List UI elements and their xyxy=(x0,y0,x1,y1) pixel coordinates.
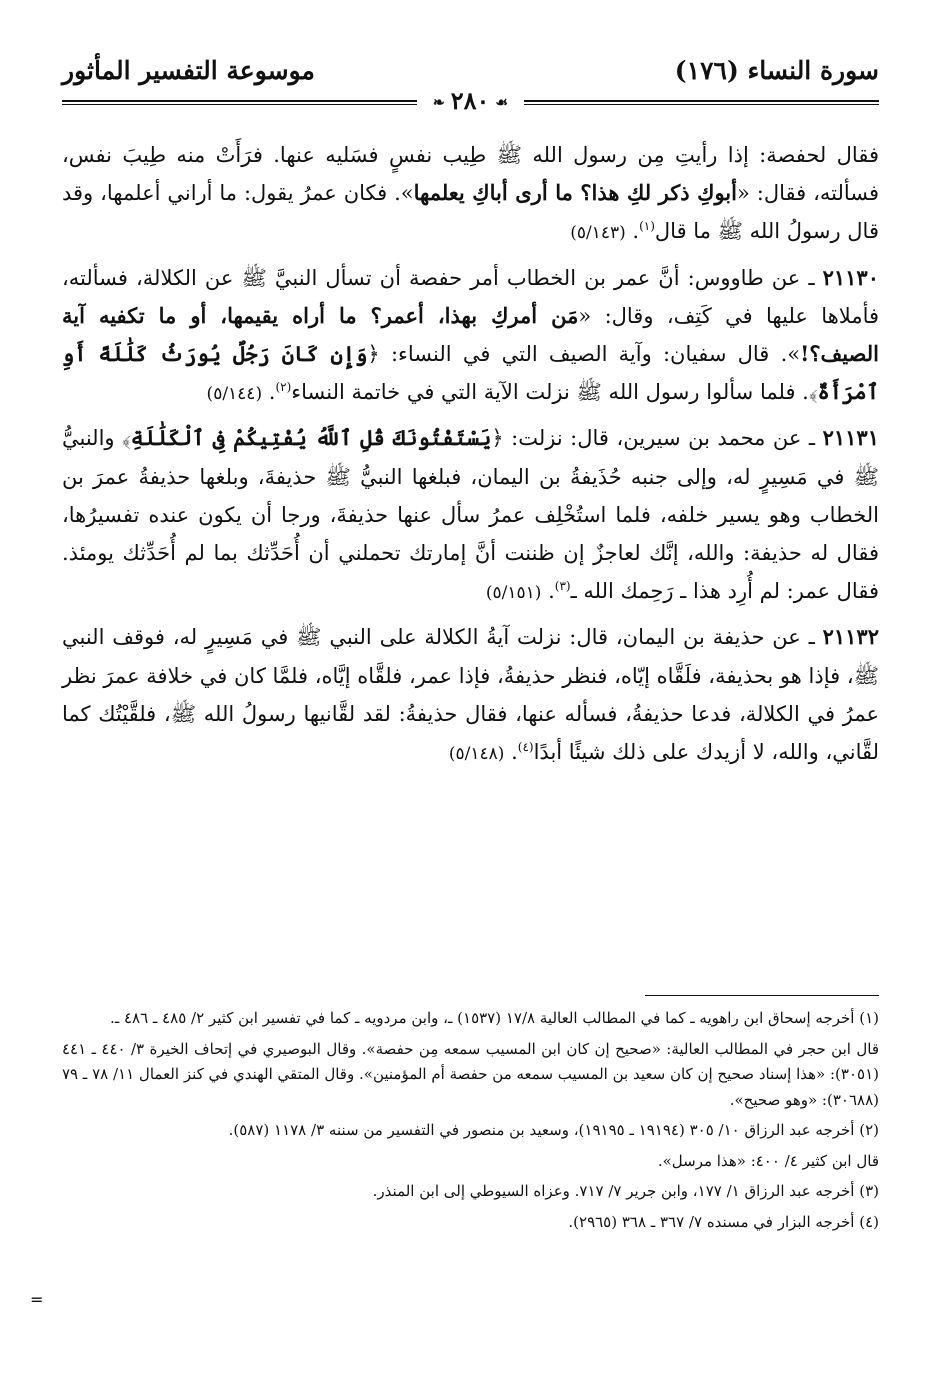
footnote-1-grading: قال ابن حجر في المطالب العالية: «صحيح إن كان ابن المسيب سمعه مِن حفصة». وقال البوصيري في إتحاف الخيرة ٣/ ٤٤٠ ـ ٤٤١ (٣٠٥١): «هذا إسناد صحيح إن كان سعيد بن المسيب سمعه من حفصة أم المؤمنين». وقال المتقي الهندي في كنز العمال ١١/ ٧٨ ـ ٧٩ (٣٠٦٨٨): «وهو صحيح». xyxy=(62,1039,880,1109)
margin-mark: = xyxy=(30,1290,44,1309)
footnote-marker: (٤) xyxy=(517,740,534,755)
narration-21131 xyxy=(62,419,879,612)
text-run: ﴾ والنبيُّ ﷺ في مَسِيرٍ له، وإلى جنبه حُذَيفةُ بن اليمان، فبلغها النبيُّ ﷺ حذيفةَ، وبلغها حذيفةُ عمرَ بن الخطاب وهو يسير خلفه، فلما استُخْلِف عمرُ سأل عنها حذيفةَ، ورجا أن يكون عنده تفسيرُها، فقال له حذيفة: والله، إنَّك لعاجزٌ إن ظننت أنَّ إمارتك تحملني أن أُحَدِّثك بما لم أُحَدِّثك يومئذ. فقال عمر: لم أُرِد هذا ـ رَحِمك الله ـ xyxy=(62,426,879,604)
footnote-2-grading: قال ابن كثير ٤/ ٤٠٠: «هذا مرسل». xyxy=(657,1151,879,1170)
text-run: ﴾. فلما سألوا رسول الله ﷺ نزلت الآية التي في خاتمة النساء xyxy=(291,380,818,405)
footnote-marker: (١) xyxy=(639,219,655,234)
footnote-4: (٤) أخرجه البزار في مسنده ٧/ ٣٦٧ ـ ٣٦٨ (٢٩٦٥). xyxy=(568,1212,879,1231)
text-run: ـ عن طاووس: أنَّ عمر بن الخطاب أمر حفصة أن تسأل النبيَّ ﷺ عن الكلالة، فسألته، فأملاها عليها في كَتِف، وقال: « xyxy=(62,265,879,328)
text-run: ». قال سفيان: وآية الصيف التي في النساء: ﴿ xyxy=(367,342,801,367)
narration-21132 xyxy=(62,618,879,773)
text-run: . xyxy=(541,579,555,604)
page-number: ٢٨٠ xyxy=(450,86,490,115)
text-run: ـ عن حذيفة بن اليمان، قال: نزلت آيةُ الكلالة على النبي ﷺ في مَسِيرٍ له، فوقف النبي ﷺ، فإذا هو بحذيفة، فلَقَّاه إيّاه، فنظر حذيفةُ، فإذا عمر، فلقَّاه إيَّاه، فلمَّا كان في خلافة عمرَ نظر عمرُ في الكلالة، فدعا حذيفةُ، فسأله عنها، فقال حذيفةُ: لقد لقَّانيها رسولُ الله ﷺ، فلقَّيْتُك كما لقَّاني، والله، لا أزيدك على ذلك شيئًا أبدًا xyxy=(62,625,879,765)
footnote-1: (١) أخرجه إسحاق ابن راهويه ـ كما في المطالب العالية ١٧/٨ (١٥٣٧) ـ، وابن مردويه ـ كما في تفسير ابن كثير ٢/ ٤٨٥ ـ ٤٨٦ ـ. xyxy=(110,1009,879,1027)
narration-21130 xyxy=(62,259,879,414)
footnotes xyxy=(62,1006,879,1240)
main-text xyxy=(62,136,879,779)
ornament-right-icon: ☙ xyxy=(495,94,508,111)
footnote-marker: (٣) xyxy=(554,579,571,594)
volume-reference: (٥/١٥١) xyxy=(485,583,542,604)
text-run: . xyxy=(504,740,518,765)
text-run: . xyxy=(625,219,640,244)
narration-number: ٢١١٣٢ xyxy=(822,624,879,650)
volume-reference: (٥/١٤٤) xyxy=(206,384,263,405)
narration-number: ٢١١٣١ xyxy=(822,425,879,451)
ornament-left-icon: ❧ xyxy=(433,94,445,111)
page-number-area xyxy=(0,86,941,118)
narration-number: ٢١١٣٠ xyxy=(822,264,879,290)
surah-title: سورة النساء (١٧٦) xyxy=(674,56,879,85)
volume-reference: (٥/١٤٨) xyxy=(448,744,505,765)
text-run: ». فكان عمرُ يقول: ما أراني أعلمها، وقد قال رسولُ الله ﷺ ما قال xyxy=(62,181,879,244)
quran-verse: يَسْتَفْتُونَكَ قُلِ ٱللَّهُ يُفْتِيكُمْ فِى ٱلْكَلَٰلَةِ xyxy=(130,425,492,451)
footnote-separator xyxy=(645,995,879,996)
volume-reference: (٥/١٤٣) xyxy=(570,223,626,244)
hadith-quote: أبوكِ ذكر لكِ هذا؟ ما أرى أباكِ يعلمها xyxy=(413,180,737,206)
paragraph-continuation xyxy=(62,136,879,253)
quran-verse: وَإِن كَانَ رَجُلٌ يُورَثُ كَلَٰلَةً أَوِ ٱمْرَأَةٌ xyxy=(62,341,879,405)
hadith-quote: مَن أمركِ بهذا، أعمر؟ ما أراه يقيمها، أو ما تكفيه آية الصيف؟! xyxy=(62,302,879,367)
footnote-3: (٣) أخرجه عبد الرزاق ١/ ١٧٧، وابن جرير ٧/ ٧١٧. وعزاه السيوطي إلى ابن المنذر. xyxy=(372,1182,879,1200)
text-run: فقال لحفصة: إذا رأيتِ مِن رسول الله ﷺ طِيب نفسٍ فسَليه عنها. فرَأَتْ منه طِيبَ نفس، فسألته، فقال: « xyxy=(62,143,880,206)
book-title: موسوعة التفسير المأثور xyxy=(62,56,315,85)
text-run: . xyxy=(262,380,276,405)
footnote-marker: (٢) xyxy=(275,380,292,395)
page-number-box xyxy=(417,86,524,118)
footnote-2: (٢) أخرجه عبد الرزاق ١٠/ ٣٠٥ (١٩١٩٤ ـ ١٩١٩٥)، وسعيد بن منصور في التفسير من سننه ٣/ ١١٧٨ (٥٨٧). xyxy=(228,1121,879,1139)
text-run: ـ عن محمد بن سيرين، قال: نزلت: ﴿ xyxy=(491,426,823,451)
